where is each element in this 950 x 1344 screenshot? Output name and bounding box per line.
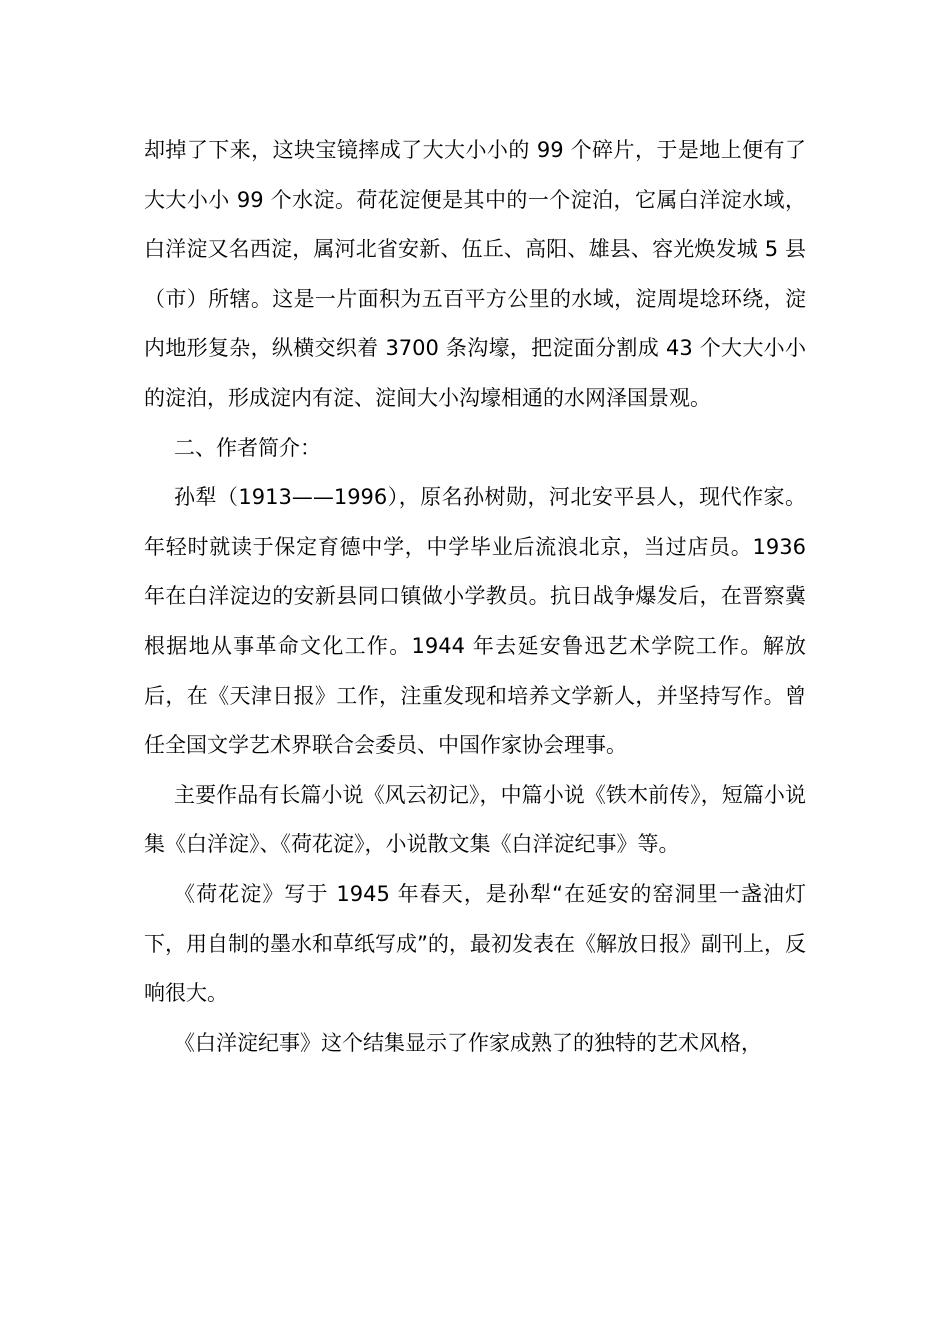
paragraph-major-works: 主要作品有长篇小说《风云初记》，中篇小说《铁木前传》，短篇小说集《白洋淀》、《荷花淀》，小说散文集《白洋淀纪事》等。 — [144, 782, 806, 857]
document-body — [144, 126, 806, 1068]
paragraph-legend-continuation: 却掉了下来，这块宝镜摔成了大大小小的 99 个碎片，于是地上便有了大大小小 99 个水淀。荷花淀便是其中的一个淀泊，它属白洋淀水域，白洋淀又名西淀，属河北省安新、伍丘、高阳、雄县、容光焕发城 5 县（市）所辖。这是一片面积为五百平方公里的水域，淀周堤埝环绕，淀内地形复杂，纵横交织着 3700 条沟壕，把淀面分割成 43 个大大小小的淀泊，形成淀内有淀、淀间大小沟壕相通的水网泽国景观。 — [144, 138, 806, 410]
section-heading-author-intro: 二、作者简介： — [174, 435, 321, 460]
paragraph-author-biography: 孙犁（1913——1996），原名孙树勋，河北安平县人，现代作家。年轻时就读于保定育德中学，中学毕业后流浪北京，当过店员。1936 年在白洋淀边的安新县同口镇做小学教员。抗日战争爆发后，在晋察冀根据地从事革命文化工作。1944 年去延安鲁迅艺术学院工作。解放后，在《天津日报》工作，注重发现和培养文学新人，并坚持写作。曾任全国文学艺术界联合会委员、中国作家协会理事。 — [144, 485, 806, 758]
paragraph-hehuadian-origin: 《荷花淀》写于 1945 年春天，是孙犁“在延安的窑洞里一盏油灯下，用自制的墨水和草纸写成”的，最初发表在《解放日报》副刊上，反响很大。 — [144, 881, 806, 1006]
paragraph-baiyangdian-jishi: 《白洋淀纪事》这个结集显示了作家成熟了的独特的艺术风格， — [174, 1030, 762, 1055]
